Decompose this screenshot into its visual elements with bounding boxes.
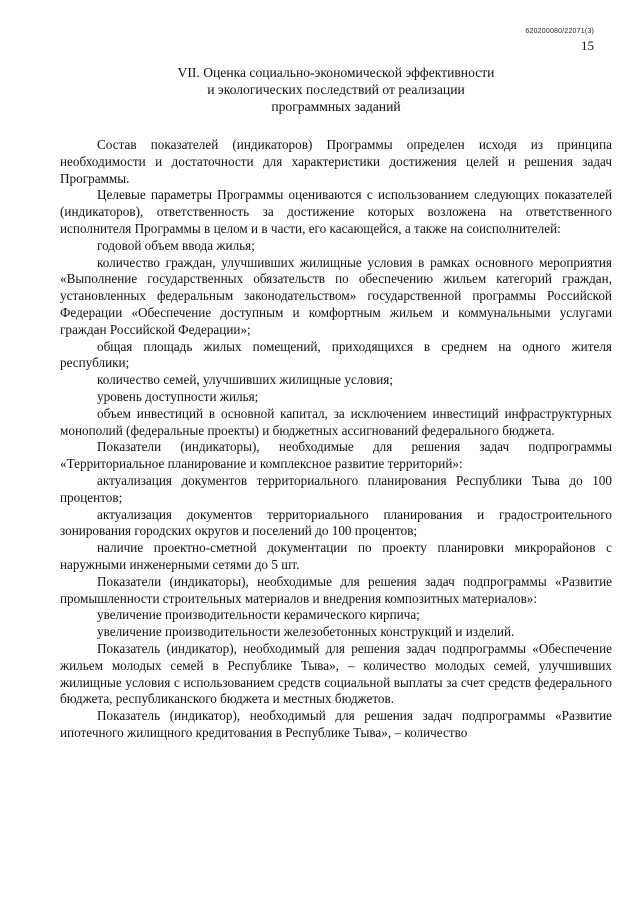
- paragraph: Показатели (индикаторы), необходимые для решения задач подпрограммы «Развитие промышленности строительных материалов и внедрения композитных материалов»:: [60, 573, 612, 606]
- heading-line: и экологических последствий от реализации: [207, 82, 465, 97]
- paragraph: Показатели (индикаторы), необходимые для решения задач подпрограммы «Территориальное планирование и комплексное развитие территорий»:: [60, 439, 612, 472]
- paragraph: годовой объем ввода жилья;: [97, 237, 255, 253]
- paragraph: Целевые параметры Программы оцениваются с использованием следующих показателей (индикаторов), ответственность за достижение которых возложена на ответственного исполнителя Программы в целом и в части, его касающейся, а также на соисполнителей:: [60, 187, 612, 236]
- paragraph: общая площадь жилых помещений, приходящихся в среднем на одного жителя республики;: [60, 338, 612, 371]
- paragraph: объем инвестиций в основной капитал, за исключением инвестиций инфраструктурных монополий (федеральные проекты) и бюджетных ассигнований федерального бюджета.: [60, 405, 612, 438]
- heading-line: VII. Оценка социально-экономической эффективности: [177, 65, 495, 80]
- body-text: [60, 137, 612, 742]
- paragraph: Состав показателей (индикаторов) Программы определен исходя из принципа необходимости и достаточности для характеристики достижения целей и решения задач Программы.: [60, 137, 612, 186]
- paragraph: наличие проектно-сметной документации по проекту планировки микрорайонов с наружными инженерными сетями до 5 шт.: [60, 540, 612, 572]
- document-id: 620200080/22071(3): [525, 28, 594, 35]
- paragraph: Показатель (индикатор), необходимый для решения задач подпрограммы «Развитие ипотечного жилищного кредитования в Республике Тыва», – количество: [60, 708, 612, 740]
- paragraph: увеличение производительности керамического кирпича;: [97, 607, 420, 623]
- heading-line: программных заданий: [271, 99, 401, 114]
- paragraph: Показатель (индикатор), необходимый для решения задач подпрограммы «Обеспечение жильем молодых семей в Республике Тыва», – количество молодых семей, улучшивших жилищные условия с использованием средств социальной выплаты за счет средств федерального бюджета, республиканского бюджета и местных бюджетов.: [60, 640, 612, 707]
- section-heading: [60, 64, 612, 115]
- paragraph: уровень доступности жилья;: [97, 388, 259, 404]
- page-number: 15: [581, 38, 594, 53]
- paragraph: количество граждан, улучшивших жилищные условия в рамках основного мероприятия «Выполнение государственных обязательств по обеспечению жильем категорий граждан, установленных федеральным законодательством» государственной программы Российской Федерации «Обеспечение доступным и комфортным жильем и коммунальными услугами граждан Российской Федерации»;: [60, 254, 612, 337]
- paragraph: количество семей, улучшивших жилищные условия;: [97, 372, 393, 388]
- paragraph: увеличение производительности железобетонных конструкций и изделий.: [97, 624, 515, 640]
- paragraph: актуализация документов территориального планирования Республики Тыва до 100 процентов;: [60, 472, 612, 505]
- paragraph: актуализация документов территориального планирования и градостроительного зонирования городских округов и поселений до 100 процентов;: [60, 506, 612, 539]
